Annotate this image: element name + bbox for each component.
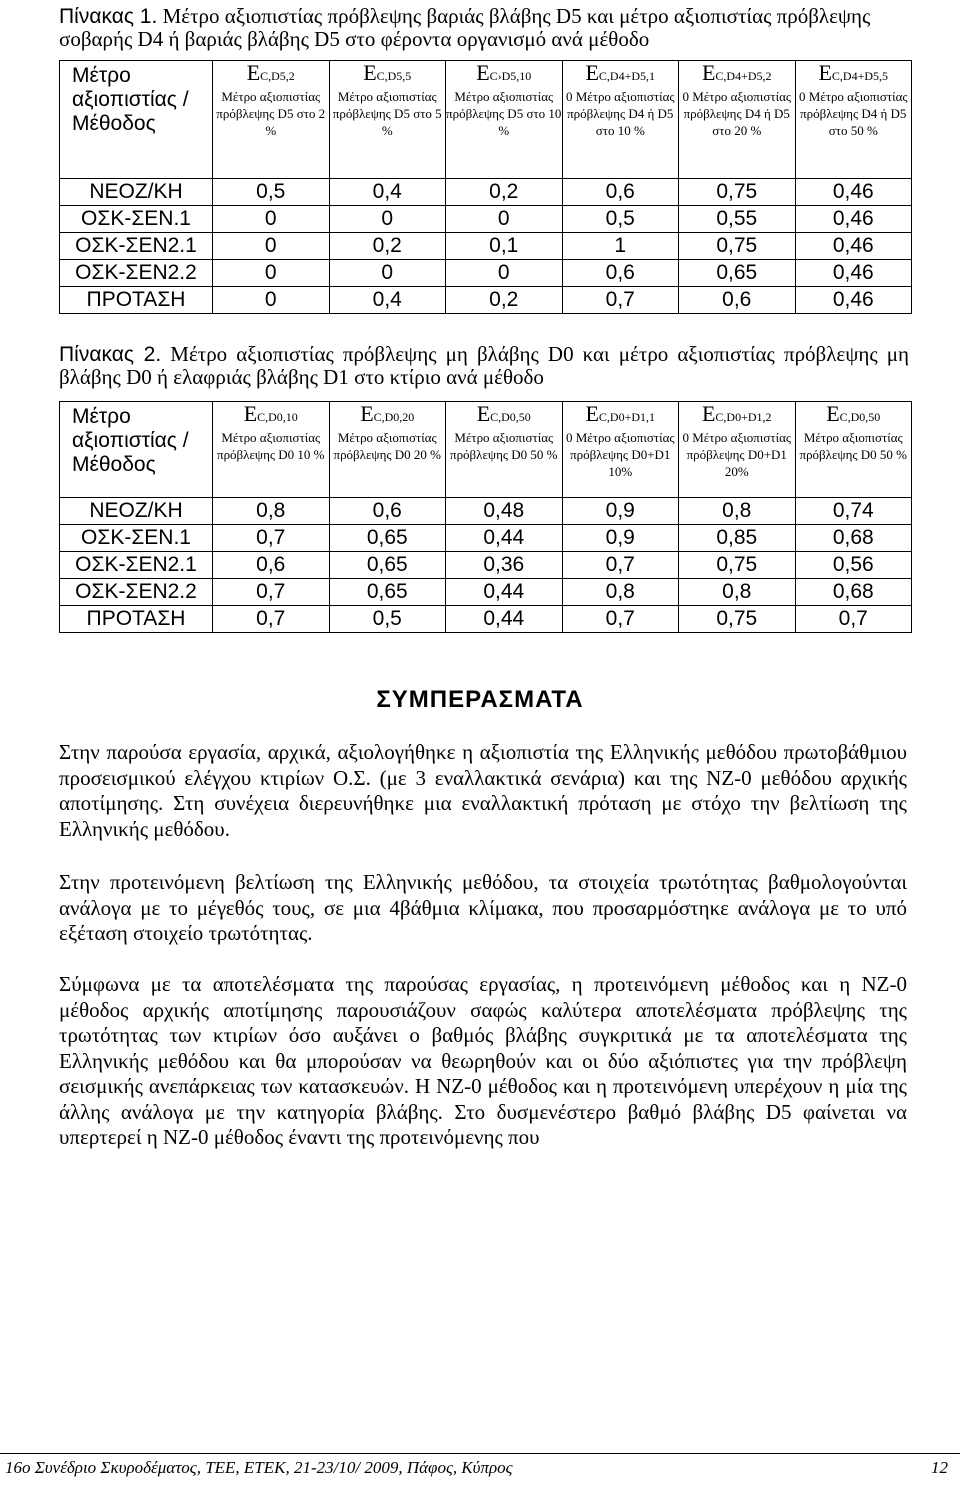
table-cell: 0 xyxy=(213,260,330,287)
column-symbol xyxy=(247,60,295,85)
table-cell: 0,8 xyxy=(562,579,679,606)
column-symbol-base: E xyxy=(476,401,491,426)
table-cell: 0,46 xyxy=(795,233,912,260)
column-description: 0 Μέτρο αξιοπιστίας πρόβλεψης D4 ή D5 στο 10 % xyxy=(565,89,675,138)
table-cell: 0,8 xyxy=(679,579,796,606)
column-header xyxy=(446,402,563,498)
column-symbol-base: E xyxy=(246,60,261,85)
conclusions-paragraph: Σύμφωνα με τα αποτελέσματα της παρούσας εργασίας, η προτεινόμενη μέθοδος και η ΝΖ-0 μέθοδος αρχικής αποτίμησης παρουσιάζουν σαφώς καλύτερα αποτελέσματα πρόβλεψης της τρωτότητας των κτιρίων όσο αυξάνει ο βαθμός βλάβης συγκριτικά με τα αποτελέσματα της Ελληνικής μεθόδου και θα μπορούσαν να θεωρηθούν και οι δύο αξιόπιστες για την πρόβλεψη σεισμικής ανεπάρκειας των κατασκευών. Η ΝΖ-0 μέθοδος και η προτεινόμενη υπερέχουν η μία της άλλης ανάλογα με την κατηγορία βλάβης. Στο δυσμενέστερο βαθμό βλάβης D5 φαίνεται να υπερτερεί η ΝΖ-0 μέθοδος έναντι της προτεινόμενης που xyxy=(59,972,907,1149)
table-cell: 0,5 xyxy=(213,179,330,206)
table-cell: 0,7 xyxy=(562,552,679,579)
column-description: 0 Μέτρο αξιοπιστίας πρόβλεψης D0+D1 10% xyxy=(565,430,675,479)
table-cell: 0,75 xyxy=(679,179,796,206)
table-cell: 0,2 xyxy=(446,179,563,206)
column-symbol-subscript: C,D5,2 xyxy=(260,69,295,83)
table-cell: 0,2 xyxy=(446,287,563,314)
table1 xyxy=(59,60,912,314)
column-description: 0 Μέτρο αξιοπιστίας πρόβλεψης D0+D1 20% xyxy=(682,430,792,479)
column-description: Μέτρο αξιοπιστίας πρόβλεψης D0 50 % xyxy=(799,430,907,462)
column-description: Μέτρο αξιοπιστίας πρόβλεψης D0 50 % xyxy=(450,430,558,462)
column-symbol xyxy=(360,401,414,426)
column-symbol xyxy=(826,401,880,426)
table-cell: 0,44 xyxy=(446,606,563,633)
table-cell: 0,85 xyxy=(679,525,796,552)
column-header xyxy=(213,61,330,179)
table-row xyxy=(60,579,912,606)
table-cell: 0,7 xyxy=(562,606,679,633)
table-cell: 0,8 xyxy=(213,498,330,525)
table-cell: 0,6 xyxy=(213,552,330,579)
column-symbol xyxy=(363,60,411,85)
table-cell: 0,6 xyxy=(679,287,796,314)
table-cell: 0,65 xyxy=(329,579,446,606)
table-cell: 0,7 xyxy=(213,525,330,552)
table-cell: 0,65 xyxy=(329,525,446,552)
table-cell: 0,65 xyxy=(679,260,796,287)
column-symbol-base: E xyxy=(360,401,374,426)
table-cell: 0,5 xyxy=(562,206,679,233)
table-cell: 0,4 xyxy=(329,287,446,314)
column-symbol-base: E xyxy=(826,401,840,426)
table-cell: 0,6 xyxy=(562,179,679,206)
method-name: ΠΡΟΤΑΣΗ xyxy=(60,606,213,633)
table-cell: 0 xyxy=(213,206,330,233)
table2-caption-text: Μέτρο αξιοπιστίας πρόβλεψης μη βλάβης D0 και μέτρο αξιοπιστίας πρόβλεψης μη βλάβης D0 ή ελαφριάς βλάβης D1 στο κτίριο ανά μέθοδο xyxy=(59,342,910,389)
table-cell: 0,36 xyxy=(446,552,563,579)
table-cell: 0 xyxy=(446,260,563,287)
table-cell: 0,7 xyxy=(795,606,912,633)
footer-conference: 16ο Συνέδριο Σκυροδέματος, ΤΕΕ, ΕΤΕΚ, 21-23/10/ 2009, Πάφος, Κύπρος xyxy=(5,1458,513,1477)
page-number: 12 xyxy=(931,1458,948,1477)
column-header xyxy=(329,61,446,179)
column-description: Μέτρο αξιοπιστίας πρόβλεψης D5 στο 2 % xyxy=(216,89,326,138)
header-row xyxy=(60,61,912,179)
table-cell: 0,46 xyxy=(795,206,912,233)
column-header xyxy=(795,402,912,498)
column-symbol-subscript: C,D0+D1,1 xyxy=(598,410,656,424)
table-cell: 0,44 xyxy=(446,525,563,552)
column-header xyxy=(446,61,563,179)
table-cell: 0 xyxy=(446,206,563,233)
column-symbol-base: E xyxy=(585,60,599,85)
table1-caption xyxy=(59,5,909,51)
corner-header: Μέτρο αξιοπιστίας / Μέθοδος xyxy=(60,61,213,179)
column-header xyxy=(679,61,796,179)
column-description: 0 Μέτρο αξιοπιστίας πρόβλεψης D4 ή D5 στο 50 % xyxy=(798,89,908,138)
table-cell: 0,6 xyxy=(329,498,446,525)
table-cell: 0 xyxy=(213,287,330,314)
column-symbol-subscript: C,D0,20 xyxy=(373,410,415,424)
table-row xyxy=(60,525,912,552)
method-name: ΟΣΚ-ΣΕΝ2.1 xyxy=(60,233,213,260)
table-cell: 0,74 xyxy=(795,498,912,525)
column-description: Μέτρο αξιοπιστίας πρόβλεψης D0 20 % xyxy=(333,430,441,462)
table-cell: 0,75 xyxy=(679,606,796,633)
table-cell: 0,8 xyxy=(679,498,796,525)
table-row xyxy=(60,498,912,525)
table-cell: 0,75 xyxy=(679,552,796,579)
table-cell: 0,9 xyxy=(562,498,679,525)
column-symbol-subscript: C,D4+D5,2 xyxy=(715,69,772,83)
column-header xyxy=(213,402,330,498)
table-row xyxy=(60,606,912,633)
column-symbol-subscript: C,D0,50 xyxy=(490,410,531,424)
table-cell: 0,44 xyxy=(446,579,563,606)
corner-header: Μέτρο αξιοπιστίας / Μέθοδος xyxy=(60,402,213,498)
table-row xyxy=(60,233,912,260)
column-symbol-subscript: C,D4+D5,1 xyxy=(598,69,656,83)
table-cell: 1 xyxy=(562,233,679,260)
method-name: ΝΕΟΖ/ΚΗ xyxy=(60,179,213,206)
column-symbol-subscript: C›D5,10 xyxy=(489,69,532,83)
column-symbol xyxy=(702,60,772,85)
method-name: ΟΣΚ-ΣΕΝ.1 xyxy=(60,525,213,552)
table-row xyxy=(60,206,912,233)
table-cell: 0,55 xyxy=(679,206,796,233)
table-cell: 0,46 xyxy=(795,260,912,287)
table-cell: 0,46 xyxy=(795,179,912,206)
column-description: Μέτρο αξιοπιστίας πρόβλεψης D5 στο 10 % xyxy=(446,89,562,138)
table-row xyxy=(60,179,912,206)
column-symbol-subscript: C,D0+D1,2 xyxy=(715,410,772,424)
column-symbol xyxy=(818,60,888,85)
header-row xyxy=(60,402,912,498)
conclusions-title: ΣΥΜΠΕΡΑΣΜΑΤΑ xyxy=(376,686,584,713)
column-header xyxy=(679,402,796,498)
table-cell: 0,7 xyxy=(213,606,330,633)
table-row xyxy=(60,287,912,314)
method-name: ΟΣΚ-ΣΕΝ2.1 xyxy=(60,552,213,579)
conclusions-paragraph: Στην προτεινόμενη βελτίωση της Ελληνικής μεθόδου, τα στοιχεία τρωτότητας βαθμολογούνται ανάλογα με το μέγεθός τους, σε μια 4βάθμια κλίμακα, που προσαρμόστηκε ανάλογα με το υπό εξέταση στοιχείο τρωτότητας. xyxy=(59,870,907,945)
column-symbol-base: E xyxy=(243,401,258,426)
column-symbol xyxy=(244,401,298,426)
column-symbol-subscript: C,D0,50 xyxy=(839,410,881,424)
table-cell: 0,48 xyxy=(446,498,563,525)
column-symbol-subscript: C,D5,5 xyxy=(376,69,412,83)
table-cell: 0,7 xyxy=(213,579,330,606)
table1-caption-label: Πίνακας 1. xyxy=(59,5,158,28)
table-cell: 0,4 xyxy=(329,179,446,206)
footer-divider xyxy=(0,1453,960,1454)
table-cell: 0,5 xyxy=(329,606,446,633)
column-description: Μέτρο αξιοπιστίας πρόβλεψης D0 10 % xyxy=(217,430,325,462)
method-name: ΟΣΚ-ΣΕΝ.1 xyxy=(60,206,213,233)
table-cell: 0,6 xyxy=(562,260,679,287)
table1-caption-text: Μέτρο αξιοπιστίας πρόβλεψης βαριάς βλάβης D5 και μέτρο αξιοπιστίας πρόβλεψης σοβαρής D4 ή βαριάς βλάβης D5 στο φέροντα οργανισμό ανά μέθοδο xyxy=(59,4,871,51)
table2-caption-label: Πίνακας 2. xyxy=(59,343,162,366)
column-header xyxy=(329,402,446,498)
table-cell: 0,75 xyxy=(679,233,796,260)
method-name: ΟΣΚ-ΣΕΝ2.2 xyxy=(60,579,213,606)
table-row xyxy=(60,552,912,579)
table-cell: 0 xyxy=(329,260,446,287)
column-symbol-subscript: C,D4+D5,5 xyxy=(831,69,889,83)
table-cell: 0,56 xyxy=(795,552,912,579)
column-symbol xyxy=(476,60,531,85)
table2 xyxy=(59,401,912,633)
column-description: 0 Μέτρο αξιοπιστίας πρόβλεψης D4 ή D5 στο 20 % xyxy=(682,89,792,138)
method-name: ΝΕΟΖ/ΚΗ xyxy=(60,498,213,525)
column-symbol-base: E xyxy=(701,401,716,426)
column-header xyxy=(562,402,679,498)
column-symbol-subscript: C,D0,10 xyxy=(257,410,298,424)
column-symbol xyxy=(585,60,655,85)
table-cell: 0,46 xyxy=(795,287,912,314)
column-header xyxy=(562,61,679,179)
table-cell: 0 xyxy=(213,233,330,260)
column-description: Μέτρο αξιοπιστίας πρόβλεψης D5 στο 5 % xyxy=(332,89,442,138)
method-name: ΟΣΚ-ΣΕΝ2.2 xyxy=(60,260,213,287)
column-symbol-base: E xyxy=(701,60,716,85)
column-symbol xyxy=(477,401,531,426)
table-cell: 0,68 xyxy=(795,525,912,552)
table-cell: 0,9 xyxy=(562,525,679,552)
table-row xyxy=(60,260,912,287)
column-symbol-base: E xyxy=(585,401,599,426)
column-symbol-base: E xyxy=(476,60,490,85)
table-cell: 0,1 xyxy=(446,233,563,260)
table2-caption xyxy=(59,343,909,389)
column-symbol xyxy=(585,401,655,426)
table-cell: 0,65 xyxy=(329,552,446,579)
column-header xyxy=(795,61,912,179)
conclusions-paragraph: Στην παρούσα εργασία, αρχικά, αξιολογήθηκε η αξιοπιστία της Ελληνικής μεθόδου πρωτοβάθμιου προσεισμικού ελέγχου κτιρίων Ο.Σ. (με 3 εναλλακτικά σενάρια) και της ΝΖ-0 μεθόδου αρχικής αποτίμησης. Στη συνέχεια διερευνήθηκε μια εναλλακτική πρόταση με στόχο την βελτίωση της Ελληνικής μεθόδου. xyxy=(59,740,907,841)
method-name: ΠΡΟΤΑΣΗ xyxy=(60,287,213,314)
table-cell: 0,7 xyxy=(562,287,679,314)
column-symbol-base: E xyxy=(363,60,377,85)
column-symbol-base: E xyxy=(818,60,832,85)
table-cell: 0,2 xyxy=(329,233,446,260)
table-cell: 0,68 xyxy=(795,579,912,606)
table-cell: 0 xyxy=(329,206,446,233)
column-symbol xyxy=(702,401,772,426)
